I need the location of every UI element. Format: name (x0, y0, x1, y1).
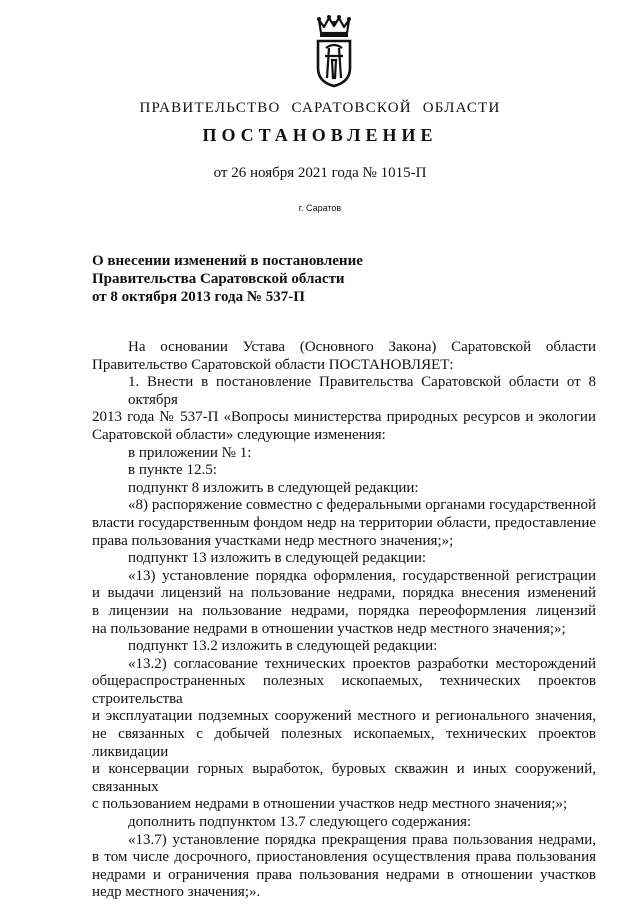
body-line: и консервации горных выработок, буровых скважин и иных сооружений, связанных (92, 761, 596, 795)
body-line: недр местного значения;». (92, 884, 261, 901)
body-line: в том числе досрочного, приостановления осуществления права пользования (92, 849, 596, 866)
body-line: подпункт 13.2 изложить в следующей редакции: (128, 638, 438, 655)
body-line: 2013 года № 537-П «Вопросы министерства природных ресурсов и экологии (92, 409, 596, 426)
body-line: власти государственным фондом недр на территории области, предоставление (92, 514, 596, 531)
body-line: в пункте 12.5: (128, 462, 217, 479)
city-label: г. Саратов (298, 203, 342, 213)
body-line: на пользование недрами в отношении участков недр местного значения;»; (92, 620, 566, 637)
body-line: права пользования участками недр местного значения;»; (92, 532, 454, 549)
body-line: Саратовской области» следующие изменения: (92, 426, 386, 443)
body-line: На основании Устава (Основного Закона) Саратовской области (128, 339, 596, 355)
body-line: «13) установление порядка оформления, государственной регистрации (128, 567, 596, 584)
body-line: в приложении № 1: (128, 444, 252, 461)
body-line: «13.2) согласование технических проектов разработки месторождений (128, 655, 596, 672)
body-line: дополнить подпунктом 13.7 следующего содержания: (128, 814, 472, 831)
body-line: «13.7) установление порядка прекращения права пользования недрами, (128, 831, 596, 848)
date-and-number: от 26 ноября 2021 года № 1015-П (213, 165, 427, 181)
body-line: не связанных с добычей полезных ископаемых, технических проектов ликвидации (92, 726, 596, 760)
title-line: О внесении изменений в постановление (92, 253, 363, 269)
document-title (92, 252, 412, 306)
body-line: 1. Внести в постановление Правительства Саратовской области от 8 октября (128, 374, 596, 408)
body-line: подпункт 8 изложить в следующей редакции: (128, 479, 419, 496)
body-line: общераспространенных полезных ископаемых, технических проектов строительства (92, 673, 596, 707)
body-line: «8) распоряжение совместно с федеральными органами государственной (128, 497, 596, 514)
body-line: Правительство Саратовской области ПОСТАНОВЛЯЕТ: (92, 356, 454, 373)
body-line: в лицензии на пользование недрами, порядка переоформления лицензий (92, 602, 596, 619)
title-line: от 8 октября 2013 года № 537-П (92, 289, 305, 305)
title-line: Правительства Саратовской области (92, 271, 345, 287)
body-line: и выдачи лицензий на пользование недрами, порядка внесения изменений (92, 585, 596, 602)
body-line: с пользованием недрами в отношении участков недр местного значения;»; (92, 796, 568, 813)
body-line: подпункт 13 изложить в следующей редакции: (128, 550, 427, 567)
document-body (92, 339, 596, 902)
government-heading: ПРАВИТЕЛЬСТВО САРАТОВСКОЙ ОБЛАСТИ (139, 100, 501, 116)
saratov-coat-of-arms-icon (313, 12, 355, 88)
document-type: ПОСТАНОВЛЕНИЕ (202, 125, 438, 145)
body-line: недрами и ограничения права пользования недрами в отношении участков (92, 866, 596, 883)
body-line: и эксплуатации подземных сооружений местного и регионального значения, (92, 708, 596, 725)
